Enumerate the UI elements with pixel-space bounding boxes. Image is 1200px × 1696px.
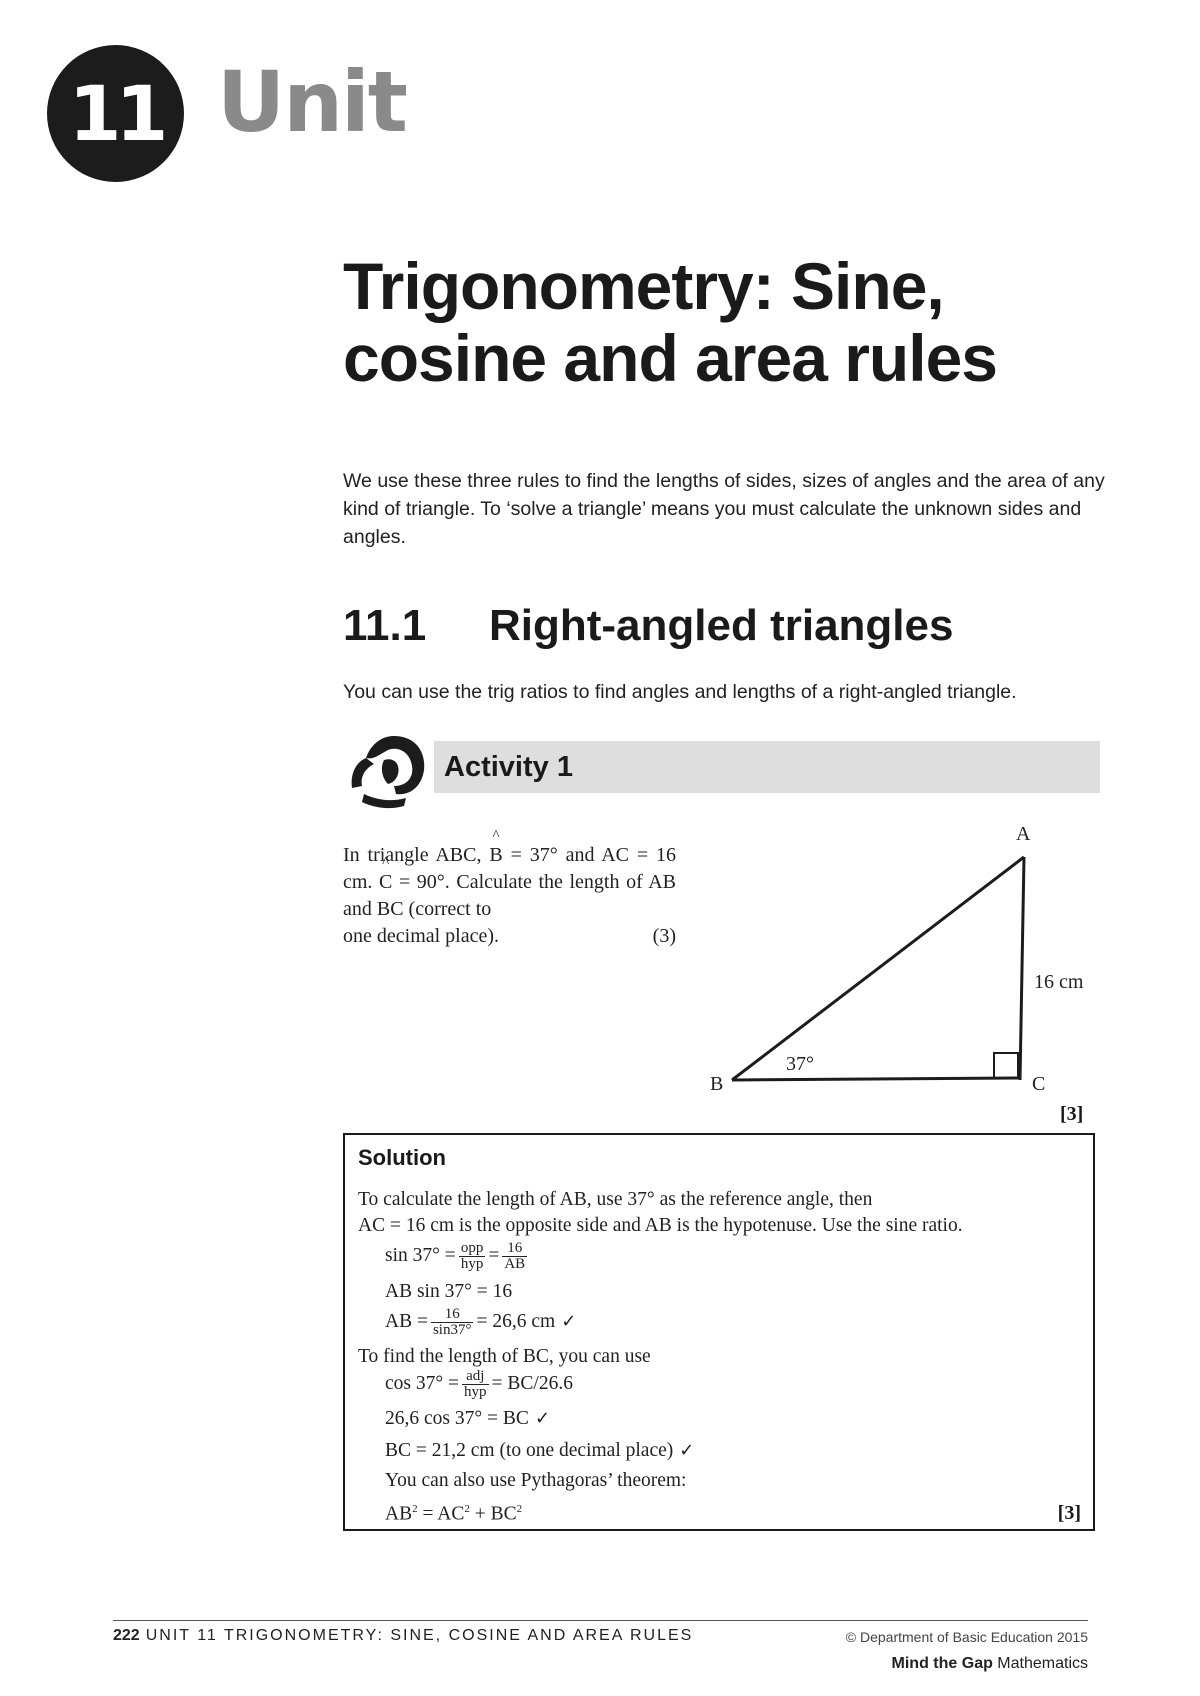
vertex-b-label: B [710, 1073, 724, 1095]
equation-ab-sin: AB sin 37° = 16 [385, 1281, 513, 1302]
equation-pythagoras [385, 1497, 522, 1527]
series-name: Mind the Gap [891, 1655, 993, 1672]
footer-series [892, 1655, 1088, 1673]
activity-question [343, 842, 676, 950]
right-angle-marker [994, 1053, 1018, 1078]
triangle-diagram [690, 810, 1110, 1100]
footer-copyright: © Department of Basic Education 2015 [845, 1629, 1088, 1645]
intro-paragraph: We use these three rules to find the lengths of sides, sizes of angles and the area of any kind of triangle. To ‘solve a triangle’ means you must calculate the unknown sides and angles. [343, 470, 1105, 548]
question-text-1: In triangle ABC, [343, 844, 490, 866]
vertex-c-label: C [1032, 1073, 1046, 1095]
pyth-square-2: 2 [464, 1503, 470, 1515]
footer-divider [113, 1620, 1088, 1621]
eq6-text: BC = 21,2 cm (to one decimal place) [385, 1440, 674, 1461]
fraction-numerator: adj [462, 1369, 489, 1385]
eq3-rhs: = 26,6 cm [476, 1310, 556, 1332]
fraction-numerator: 16 [431, 1307, 474, 1323]
eq3-lhs: AB = [385, 1310, 428, 1332]
solution-box [343, 1133, 1095, 1531]
equation-bc-cos [385, 1407, 550, 1431]
fraction-denominator: sin37° [432, 1322, 472, 1338]
question-text-2: = 37° and AC = 16 cm. [343, 844, 676, 893]
eq1-equals: = [488, 1244, 500, 1266]
pyth-bc: + BC [469, 1503, 517, 1525]
page-title: Trigonometry: Sine, cosine and area rules [343, 249, 997, 395]
equation-sine-ratio [385, 1241, 530, 1272]
unit-number: 11 [68, 69, 163, 158]
activity-label: Activity 1 [444, 750, 573, 783]
eq4-rhs: = BC/26.6 [491, 1372, 573, 1394]
equation-ab-value [385, 1307, 576, 1338]
pyth-square-3: 2 [516, 1503, 523, 1515]
pyth-ac: = AC [417, 1503, 465, 1525]
equation-cos-ratio [385, 1369, 573, 1400]
fraction-adj-hyp [462, 1369, 489, 1400]
eq5-text: 26,6 cos 37° = BC [385, 1408, 529, 1429]
section-text: You can use the trig ratios to find angles and lengths of a right-angled triangle. [343, 681, 1017, 703]
equation-bc-value [385, 1439, 694, 1463]
question-marks: (3) [652, 925, 676, 947]
footer-running-head [113, 1627, 693, 1645]
fraction-16-ab [502, 1241, 527, 1272]
question-text-3: = 90°. Calculate the length of AB and BC (correct to [343, 871, 676, 920]
angle-b-hat: ^ B [489, 842, 502, 869]
section-heading [343, 601, 953, 651]
fraction-denominator: hyp [460, 1256, 484, 1272]
check-icon: ✓ [534, 1408, 551, 1429]
solution-line-4: You can also use Pythagoras’ theorem: [385, 1470, 687, 1491]
question-text-last: one decimal place). [343, 925, 500, 947]
activity-icon [344, 730, 428, 814]
eq1-lhs: sin 37° = [385, 1244, 456, 1266]
side-ac [1020, 857, 1024, 1080]
eq4-lhs: cos 37° = [385, 1372, 460, 1394]
fraction-numerator: opp [460, 1240, 484, 1256]
section-number: 11.1 [343, 601, 427, 650]
fraction-opp-hyp [459, 1241, 486, 1272]
solution-line-3: To find the length of BC, you can use [358, 1346, 651, 1367]
running-title: UNIT 11 TRIGONOMETRY: SINE, COSINE AND AREA RULES [145, 1627, 694, 1644]
activity-total-marks: [3] [1060, 1103, 1084, 1125]
page-number: 222 [113, 1627, 140, 1644]
check-icon: ✓ [561, 1310, 577, 1332]
fraction-16-sin37 [431, 1307, 474, 1338]
vertex-a-label: A [1016, 823, 1031, 845]
solution-title: Solution [358, 1145, 446, 1170]
pyth-square-1: 2 [412, 1503, 418, 1515]
angle-b-label: 37° [786, 1053, 814, 1075]
unit-label: Unit [217, 53, 406, 151]
solution-line-1: To calculate the length of AB, use 37° as the reference angle, then [358, 1189, 873, 1210]
series-subject: Mathematics [992, 1655, 1088, 1672]
solution-marks: [3] [1057, 1502, 1081, 1524]
side-ab [732, 857, 1024, 1080]
fraction-denominator: hyp [464, 1384, 487, 1400]
fraction-denominator: AB [504, 1256, 526, 1272]
check-icon: ✓ [679, 1440, 695, 1461]
solution-line-2: AC = 16 cm is the opposite side and AB is the hypotenuse. Use the sine ratio. [358, 1215, 963, 1236]
angle-c-hat: ^ C [379, 869, 392, 896]
side-ac-label: 16 cm [1034, 971, 1084, 993]
fraction-numerator: 16 [502, 1241, 527, 1257]
unit-number-badge [47, 45, 184, 182]
pyth-ab: AB [385, 1503, 413, 1525]
activity-header [434, 741, 1100, 793]
section-title: Right-angled triangles [489, 601, 954, 650]
side-bc [732, 1078, 1020, 1080]
